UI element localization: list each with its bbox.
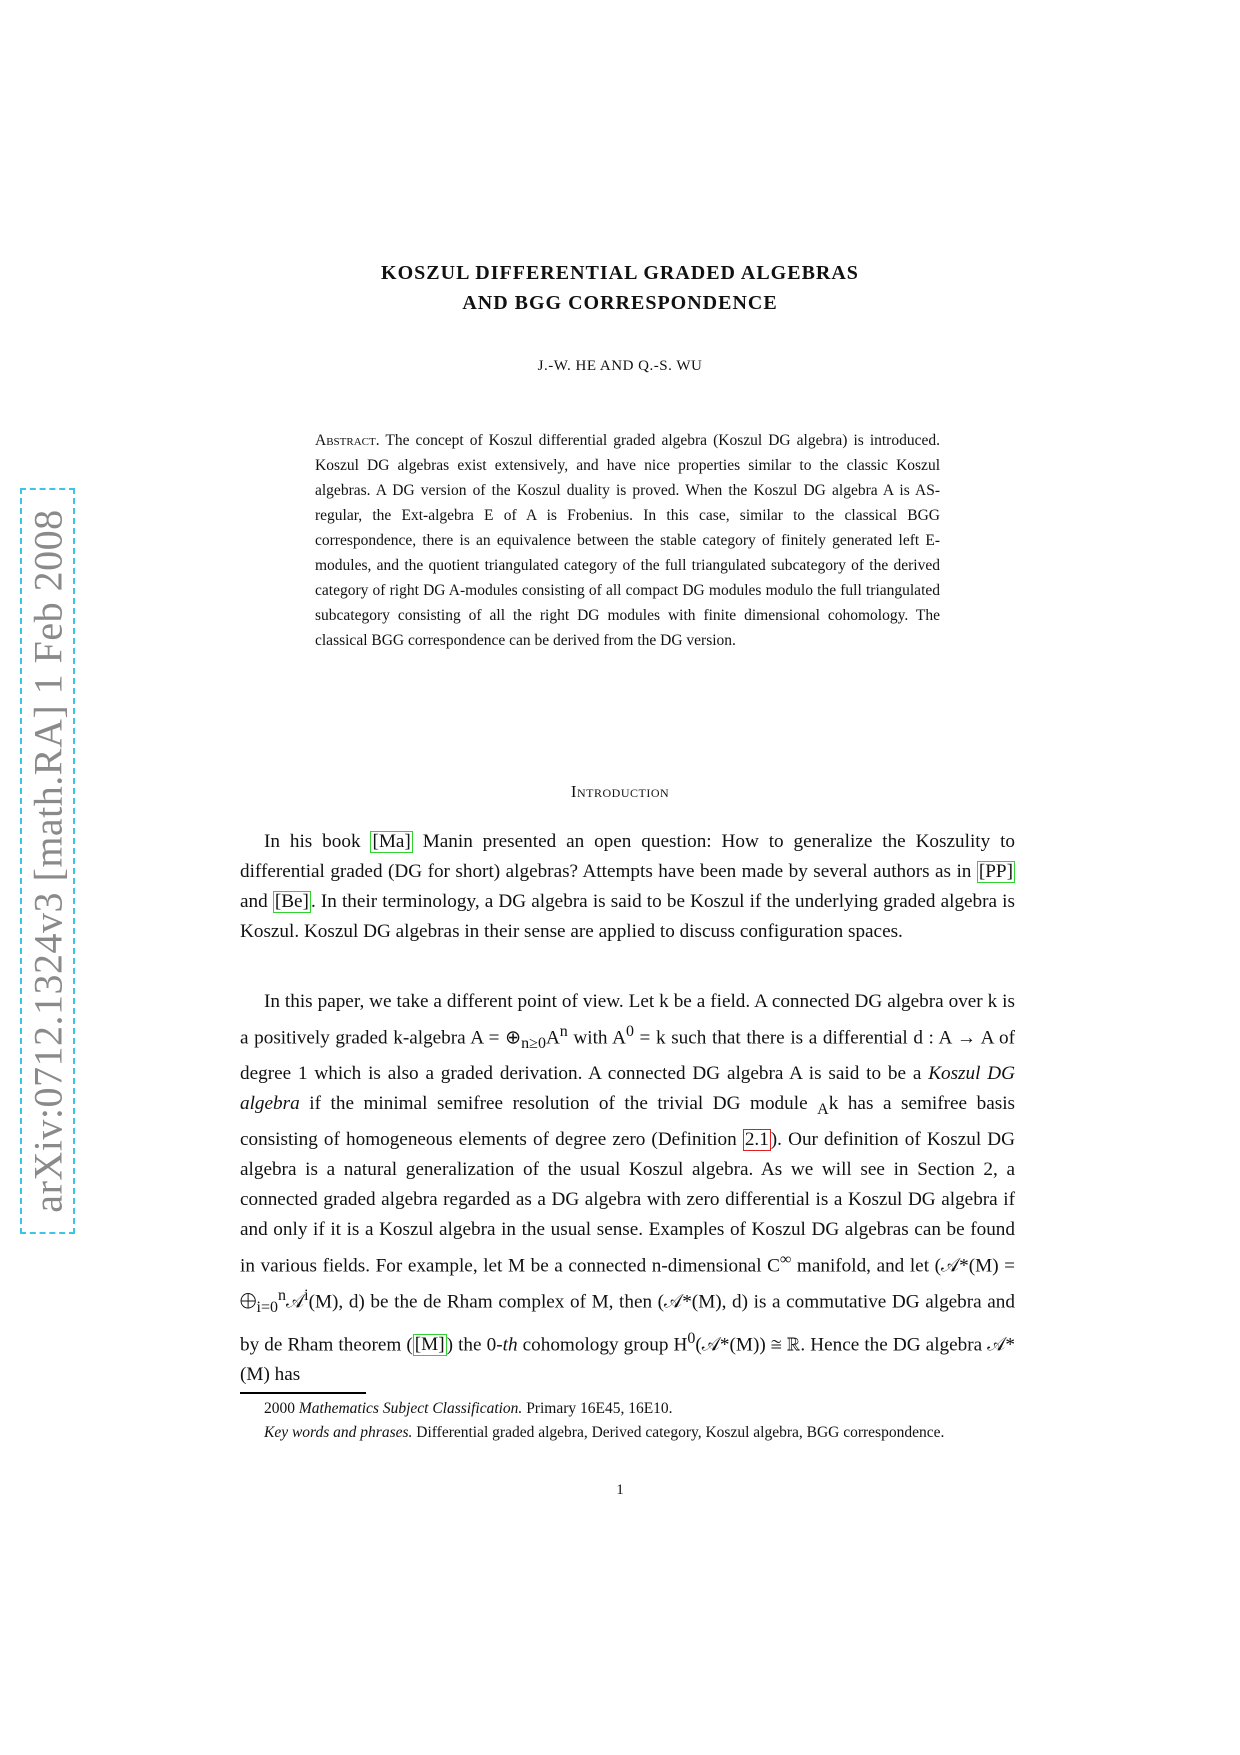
abstract-label: Abstract. <box>315 432 380 449</box>
paper-title-line-2: AND BGG CORRESPONDENCE <box>462 292 778 314</box>
citation-m-link[interactable]: [M] <box>414 1334 445 1356</box>
arxiv-stamp <box>20 488 75 1234</box>
citation-be-link[interactable]: [Be] <box>274 891 309 912</box>
abstract <box>315 428 940 653</box>
footnote-msc: 2000 Mathematics Subject Classification. Primary 16E45, 16E10. <box>264 1400 673 1417</box>
arxiv-stamp-text: arXiv:0712.1324v3 [math.RA] 1 Feb 2008 <box>25 509 70 1213</box>
koszul-dg-algebra-term: Koszul DG algebra <box>240 1063 1015 1115</box>
citation-pp-link[interactable]: [PP] <box>978 861 1013 882</box>
paper-title-line-1: KOSZUL DIFFERENTIAL GRADED ALGEBRAS <box>381 262 859 284</box>
page-number: 1 <box>616 1482 624 1498</box>
abstract-text: The concept of Koszul differential graded algebra (Koszul DG algebra) is introduced. Koszul DG algebras exist extensively, and have nice properties similar to the classic Koszul algebras. A DG version of the Koszul duality is proved. When the Koszul DG algebra A is AS-regular, the Ext-algebra E of A is Frobenius. In this case, similar to the classical BGG correspondence, there is an equivalence between the stable category of finitely generated left E-modules, and the quotient triangulated category of the full triangulated subcategory of the derived category of right DG A-modules consisting of all compact DG modules modulo the full triangulated subcategory consisting of all the right DG modules with finite dimensional cohomology. The classical BGG correspondence can be derived from the DG version. <box>315 432 940 649</box>
intro-paragraph-1: In his book [Ma] Manin presented an open question: How to generalize the Koszulity to differential graded (DG for short) algebras? Attempts have been made by several authors as in [PP] and [Be] . In their terminology, a DG algebra is said to be Koszul if the underlying graded algebra is Koszul. Koszul DG algebras in their sense are applied to discuss configuration spaces. <box>240 831 1016 942</box>
footnote-keywords: Key words and phrases. Differential graded algebra, Derived category, Koszul algebra, BGG correspondence. <box>264 1424 945 1441</box>
authors: J.-W. HE AND Q.-S. WU <box>537 358 703 374</box>
intro-paragraph-2: In this paper, we take a different point of view. Let k be a field. A connected DG algebra over k is a positively graded k-algebra $A = \oplus_{n\ge 0}A^n$ with $A^0 = k$ such that there is a differential d : A → A of degree 1 which is also a graded derivation. A connected DG algebra A is said to be a Koszul DG algebra if the minimal semifree resolution of the trivial DG module $_A$k has a semifree basis consisting of homogeneous elements of degree zero (Definition 2.1 ). Our definition of Koszul DG algebra is a natural generalization of the usual Koszul algebra. As we will see in Section 2, a connected graded algebra regarded as a DG algebra with zero differential is a Koszul DG algebra if and only if it is a Koszul algebra in the usual sense. Examples of Koszul DG algebras can be found in various fields. For example, let M be a connected n-dimensional C∞ manifold, and let (𝒜*(M) = $⨁_{i=0}^n𝒜^i(M)$, d) be the de Rham complex of M, then (𝒜*(M), d) is a commutative DG algebra and by de Rham theorem ( [M] ) the 0-th cohomology group $H^0(𝒜*(M))$ ≅ ℝ. Hence the DG algebra 𝒜*(M) has <box>240 991 1016 1386</box>
footnote-rule <box>240 1392 366 1394</box>
citation-ma-link[interactable]: [Ma] <box>372 831 411 852</box>
definition-2-1-link[interactable]: 2.1 <box>744 1129 769 1151</box>
section-heading-introduction: Introduction <box>570 782 670 801</box>
